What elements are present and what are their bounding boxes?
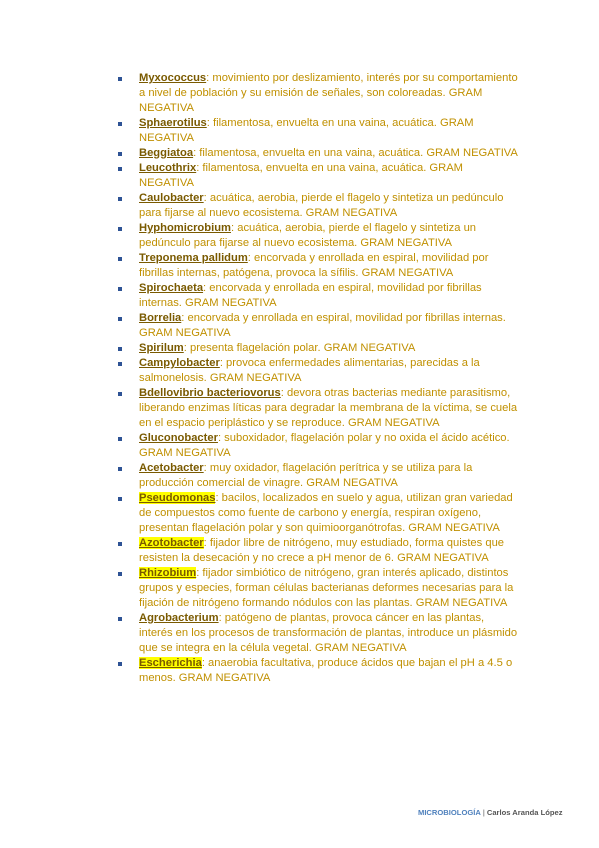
bullet-icon [118,257,122,261]
bullet-icon [118,347,122,351]
bullet-icon [118,362,122,366]
item-description: : presenta flagelación polar. GRAM NEGATIVA [183,342,416,354]
item-description: : provoca enfermedades alimentarias, parecidas a la salmonelosis. GRAM NEGATIVA [139,357,480,384]
list-item [118,341,520,356]
item-term: Spirilum [139,342,184,354]
list-item [118,431,520,461]
bullet-icon [118,122,122,126]
item-description: : filamentosa, envuelta en una vaina, acuática. GRAM NEGATIVA [139,162,463,189]
footer-subject: MICROBIOLOGÍA [418,808,481,817]
list-item [118,71,520,116]
bullet-icon [118,392,122,396]
item-term: Caulobacter [139,192,204,204]
bullet-icon [118,167,122,171]
item-description: : filamentosa, envuelta en una vaina, acuática. GRAM NEGATIVA [193,147,518,159]
bacteria-list [118,71,520,686]
item-description: : movimiento por deslizamiento, interés por su comportamiento a nivel de población y su emisión de señales, son coloreadas. GRAM NEGATIVA [139,72,518,114]
item-term: Leucothrix [139,162,197,174]
bullet-icon [118,617,122,621]
item-description: : encorvada y enrollada en espiral, movilidad por fibrillas internas, patógena, provoca la sífilis. GRAM NEGATIVA [139,252,489,279]
bullet-icon [118,317,122,321]
bullet-icon [118,287,122,291]
bullet-icon [118,572,122,576]
item-description: : suboxidador, flagelación polar y no oxida el ácido acético. GRAM NEGATIVA [139,432,510,459]
item-term: Gluconobacter [139,432,218,444]
bullet-icon [118,437,122,441]
list-item [118,146,520,161]
bullet-icon [118,542,122,546]
item-description: : acuática, aerobia, pierde el flagelo y sintetiza un pedúnculo para fijarse al nuevo ecosistema. GRAM NEGATIVA [139,222,477,249]
bullet-icon [118,662,122,666]
page-footer [418,808,563,817]
bullet-icon [118,467,122,471]
item-term: Hyphomicrobium [139,222,231,234]
item-term: Pseudomonas [139,492,216,504]
bullet-icon [118,77,122,81]
list-item [118,311,520,341]
bullet-icon [118,197,122,201]
list-item [118,191,520,221]
bullet-icon [118,227,122,231]
item-term: Acetobacter [139,462,204,474]
item-description: : fijador simbiótico de nitrógeno, gran interés aplicado, distintos grupos y especies, forman células bacterianas deformes necesarias para la fijación de nitrógeno formando nódulos con las plantas. GRAM NEGATIVA [139,567,514,609]
list-item [118,386,520,431]
item-term: Campylobacter [139,357,220,369]
list-item [118,161,520,191]
item-description: : bacilos, localizados en suelo y agua, utilizan gran variedad de compuestos como fuente de carbono y energía, respiran oxígeno, presentan flagelación polar y son quimioorganótrofas. GRAM NEGATIVA [139,492,513,534]
list-item [118,221,520,251]
item-term: Treponema pallidum [139,252,248,264]
item-description: : muy oxidador, flagelación perítrica y se utiliza para la producción comercial de vinagre. GRAM NEGATIVA [139,462,473,489]
list-item [118,611,520,656]
footer-separator: | [482,808,485,817]
list-item [118,251,520,281]
item-term: Rhizobium [139,567,197,579]
list-item [118,656,520,686]
item-description: : filamentosa, envuelta en una vaina, acuática. GRAM NEGATIVA [139,117,474,144]
item-term: Borrelia [139,312,182,324]
item-term: Agrobacterium [139,612,219,624]
item-description: : anaerobia facultativa, produce ácidos que bajan el pH a 4.5 o menos. GRAM NEGATIVA [139,657,513,684]
list-item [118,566,520,611]
item-term: Azotobacter [139,537,204,549]
list-item [118,356,520,386]
list-item [118,536,520,566]
item-term: Bdellovibrio bacteriovorus [139,387,281,399]
item-description: : devora otras bacterias mediante parasitismo, liberando enzimas líticas para degradar la membrana de la víctima, se cuela en el espacio periplástico y se reproduce. GRAM NEGATIVA [139,387,518,429]
item-term: Beggiatoa [139,147,194,159]
item-term: Escherichia [139,657,202,669]
footer-author: Carlos Aranda López [486,808,563,817]
item-description: : patógeno de plantas, provoca cáncer en las plantas, interés en los procesos de transformación de plantas, introduce un plásmido que se integra en la célula vegetal. GRAM NEGATIVA [139,612,518,654]
item-description: : fijador libre de nitrógeno, muy estudiado, forma quistes que resisten la desecación y no crece a pH menor de 6. GRAM NEGATIVA [139,537,505,564]
list-item [118,491,520,536]
list-item [118,461,520,491]
bullet-icon [118,152,122,156]
item-description: : encorvada y enrollada en espiral, movilidad por fibrillas internas. GRAM NEGATIVA [139,282,482,309]
item-description: : encorvada y enrollada en espiral, movilidad por fibrillas internas. GRAM NEGATIVA [139,312,506,339]
list-item [118,116,520,146]
item-description: : acuática, aerobia, pierde el flagelo y sintetiza un pedúnculo para fijarse al nuevo ecosistema. GRAM NEGATIVA [139,192,504,219]
item-term: Spirochaeta [139,282,204,294]
item-term: Myxococcus [139,72,207,84]
list-item [118,281,520,311]
item-term: Sphaerotilus [139,117,207,129]
bullet-icon [118,497,122,501]
